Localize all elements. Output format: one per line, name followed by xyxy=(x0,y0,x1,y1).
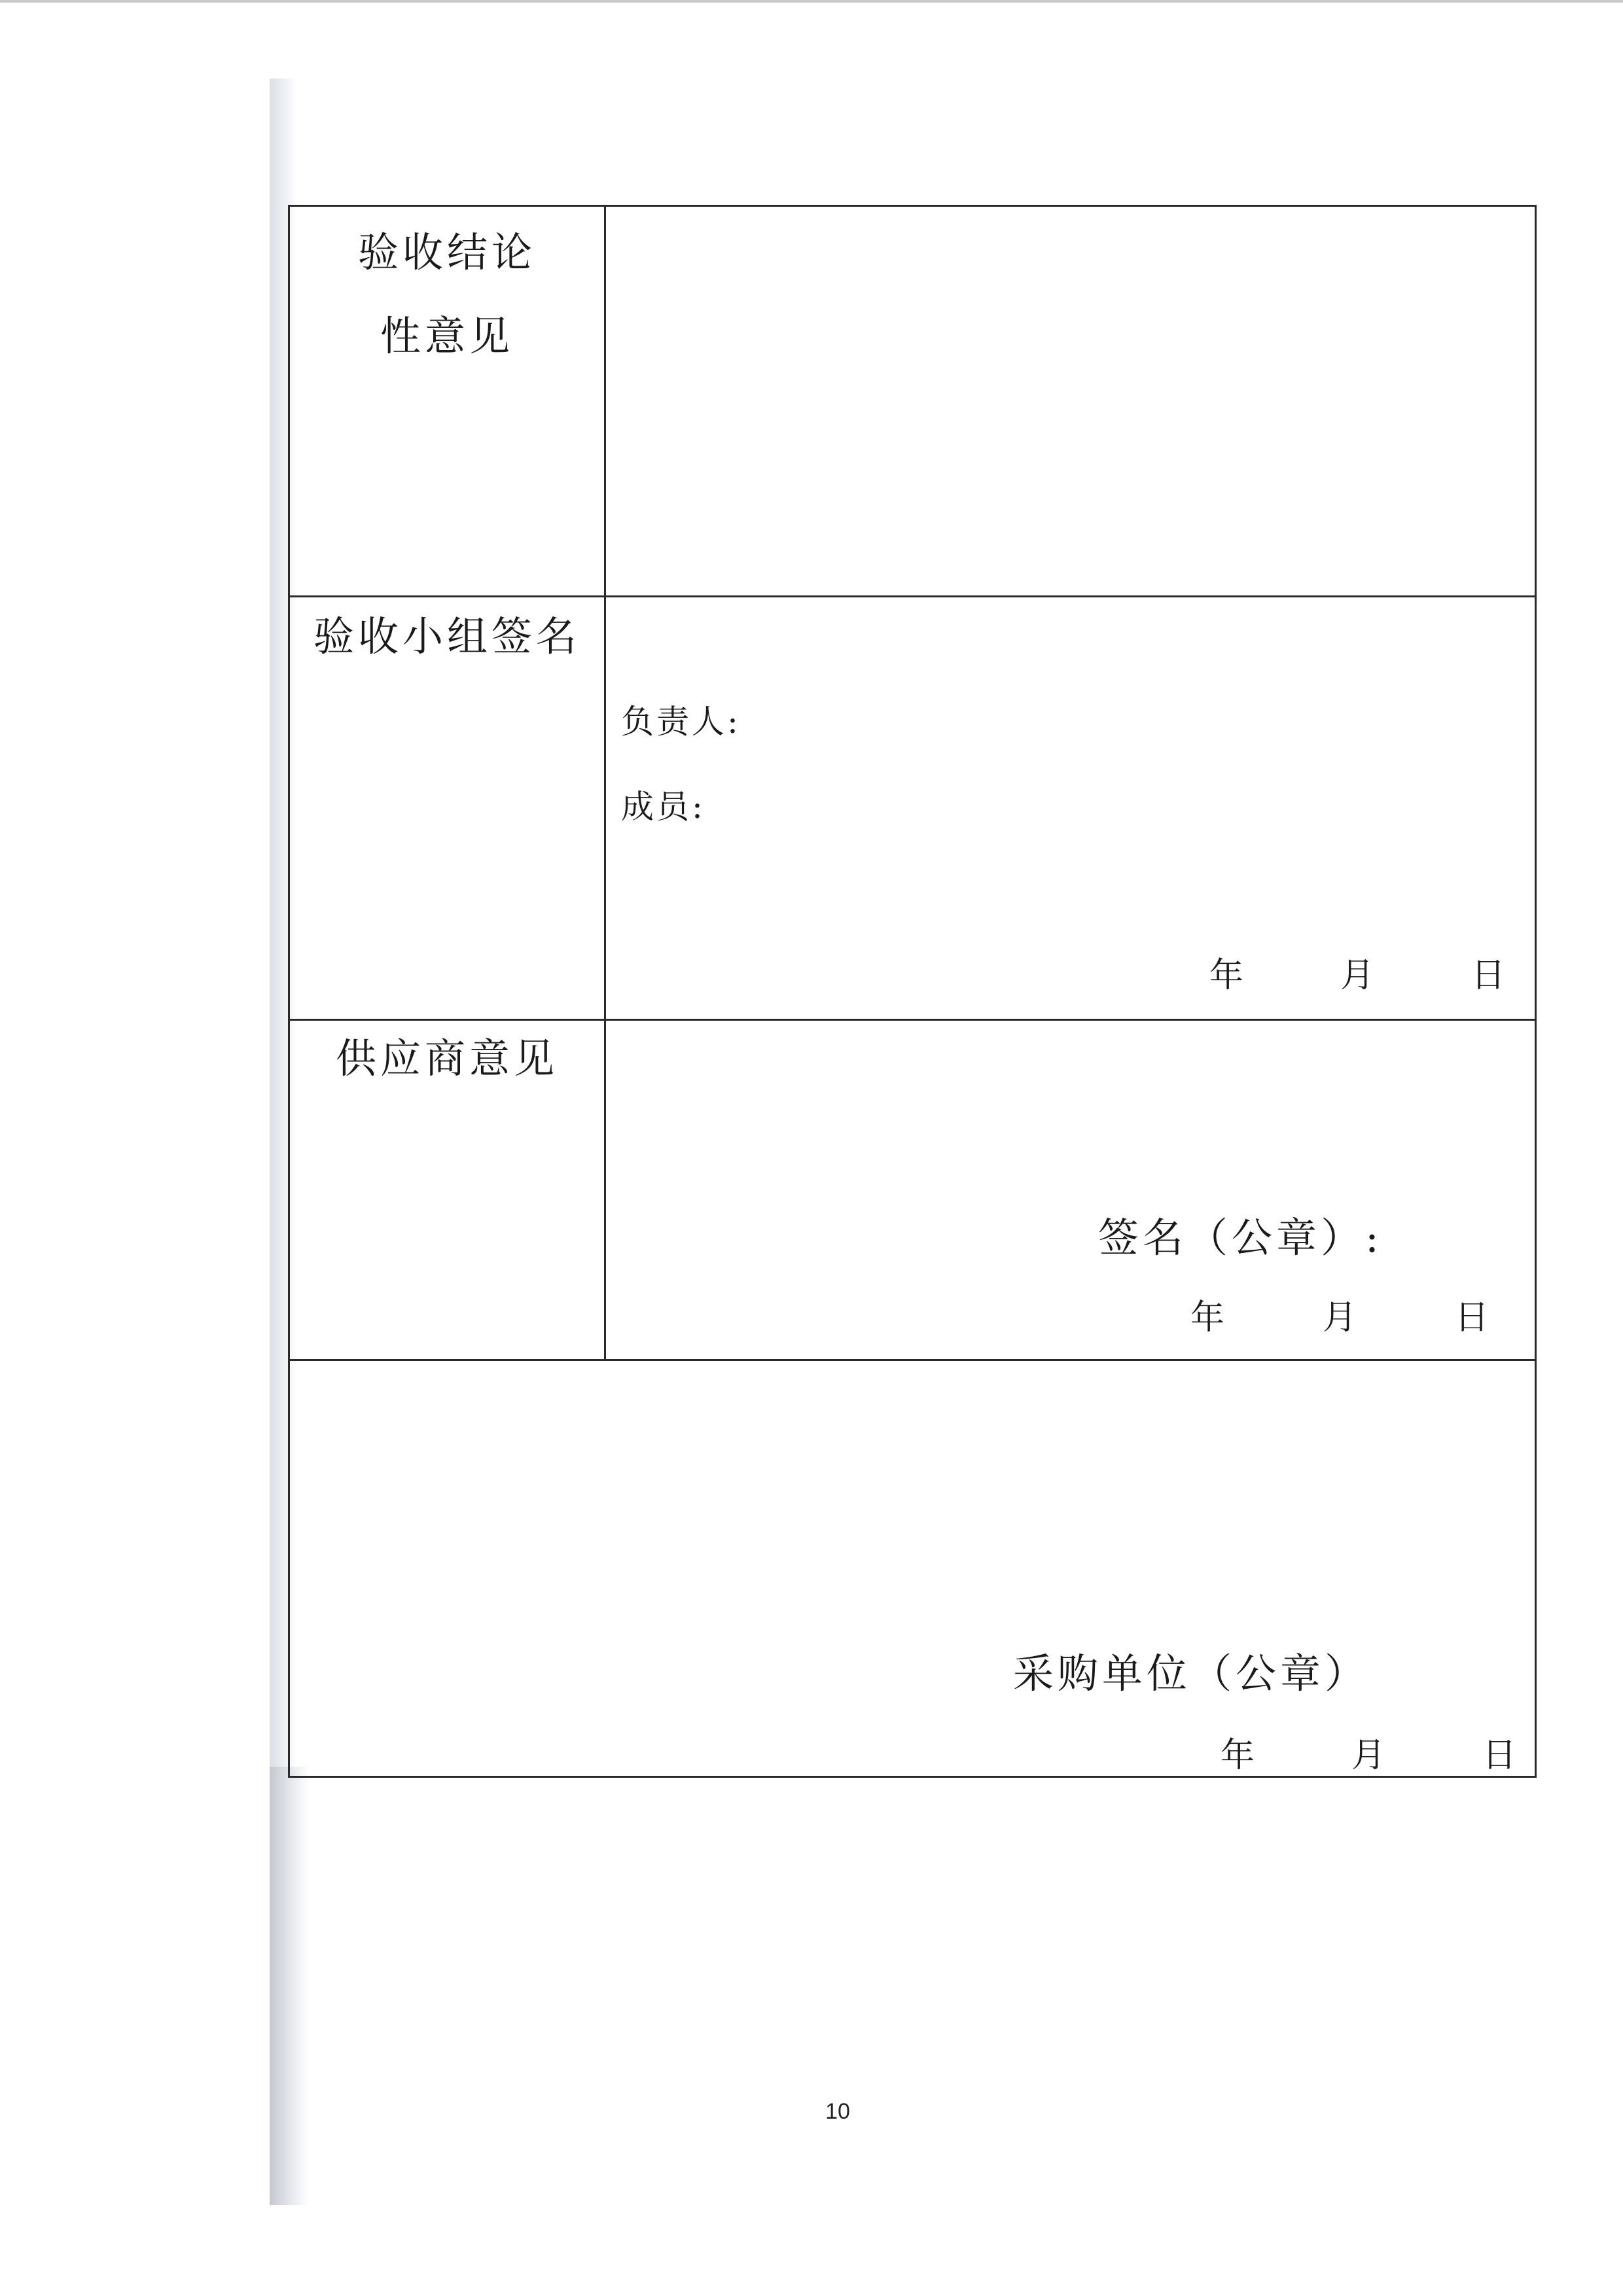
team-date-day: 日 xyxy=(1471,956,1506,995)
supplier-date xyxy=(606,1290,1535,1335)
page-number: 10 xyxy=(825,2099,850,2124)
team-date-month: 月 xyxy=(1340,956,1375,995)
purchaser-date-day: 日 xyxy=(1482,1736,1517,1775)
supplier-label-cell xyxy=(290,1021,606,1359)
supplier-date-day: 日 xyxy=(1455,1298,1489,1337)
conclusion-label-line2: 性意见 xyxy=(380,312,514,360)
row-purchaser-stamp[interactable] xyxy=(290,1361,1535,1776)
team-signature-content[interactable] xyxy=(606,597,1535,1019)
team-signature-date xyxy=(606,947,1535,993)
purchaser-date-year: 年 xyxy=(1221,1736,1255,1775)
row-conclusion xyxy=(290,207,1535,597)
members-label: 成员: xyxy=(621,788,705,826)
row-supplier-opinion xyxy=(290,1021,1535,1361)
supplier-label: 供应商意见 xyxy=(335,1034,558,1082)
supplier-date-month: 月 xyxy=(1323,1298,1357,1337)
conclusion-label-cell xyxy=(290,207,606,595)
conclusion-label-line1: 验收结论 xyxy=(357,228,536,276)
acceptance-form-table xyxy=(288,205,1537,1778)
supplier-date-year: 年 xyxy=(1190,1298,1225,1337)
supplier-sign-label: 签名（公章）: xyxy=(1098,1214,1383,1262)
purchaser-date-month: 月 xyxy=(1351,1736,1386,1775)
purchaser-stamp-label: 采购单位（公章） xyxy=(1013,1650,1370,1697)
top-edge-rule xyxy=(0,0,1623,3)
purchaser-date xyxy=(290,1727,1535,1773)
team-signature-label: 验收小组签名 xyxy=(313,612,580,660)
conclusion-content-field[interactable] xyxy=(606,207,1535,595)
scan-binding-shadow-lower xyxy=(270,1767,309,2205)
team-date-year: 年 xyxy=(1209,956,1244,995)
supplier-opinion-content[interactable] xyxy=(606,1021,1535,1359)
row-team-signature xyxy=(290,597,1535,1021)
team-signature-label-cell xyxy=(290,597,606,1019)
leader-label: 负责人: xyxy=(621,703,741,741)
